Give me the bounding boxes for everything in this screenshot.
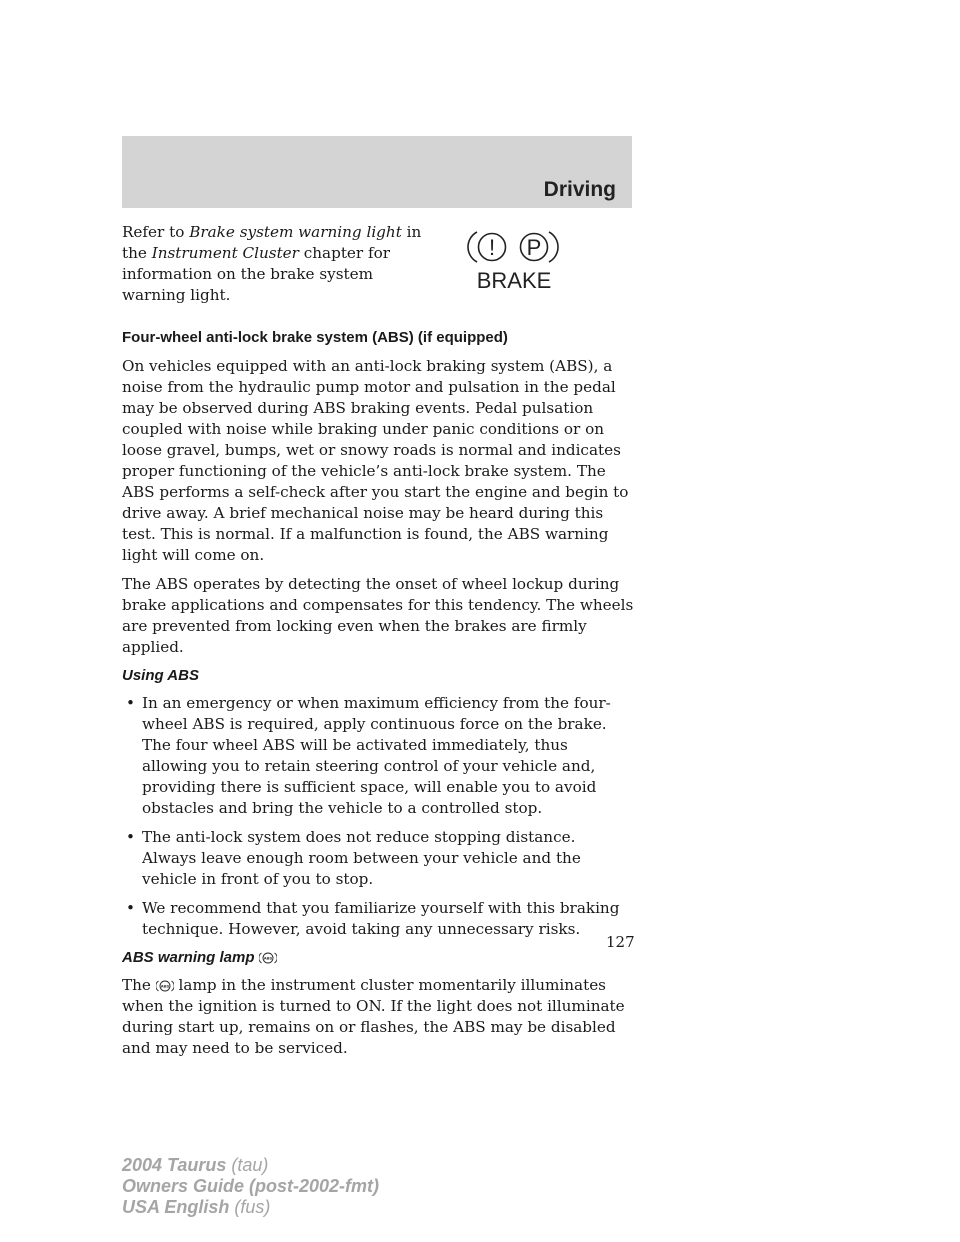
intro-paragraph — [122, 222, 422, 306]
footer-model-code: (tau) — [231, 1155, 269, 1175]
intro-ref-instrument-cluster: Instrument Cluster — [151, 244, 299, 262]
list-item — [122, 827, 634, 890]
intro-middle: in the — [122, 223, 422, 262]
using-abs-list — [122, 693, 634, 940]
list-item-text: The anti-lock system does not reduce stopping distance. Always leave enough room between your vehicle and the vehicle in front of you to stop. — [142, 828, 581, 888]
brake-icon-label: BRAKE — [476, 268, 552, 292]
page-content — [122, 222, 634, 1067]
list-item — [122, 898, 634, 940]
svg-text:ABS: ABS — [263, 955, 272, 961]
abs-section-heading: Four-wheel anti-lock brake system (ABS) (if equipped) — [122, 329, 508, 346]
list-item — [122, 693, 634, 819]
using-abs-heading: Using ABS — [122, 667, 199, 684]
svg-text:ABS: ABS — [160, 983, 169, 989]
brake-icon-park: P — [526, 235, 542, 260]
footer-line-2 — [122, 1176, 379, 1197]
footer-language: USA English — [122, 1197, 230, 1217]
bullet-dot: • — [126, 899, 135, 917]
footer-line-3 — [122, 1197, 379, 1218]
header-band — [122, 136, 632, 208]
abs-lamp-text-before: The — [122, 976, 156, 994]
intro-prefix: Refer to — [122, 223, 190, 241]
abs-lamp-paragraph — [122, 975, 634, 1059]
bullet-dot: • — [126, 694, 135, 712]
intro-suffix: chapter for information on the brake system warning light. — [122, 244, 391, 304]
page-number: 127 — [606, 933, 635, 951]
list-item-text: In an emergency or when maximum efficiency from the four-wheel ABS is required, apply continuous force on the brake. The four wheel ABS will be activated immediately, thus allowing you to retain steering control of your vehicle and, providing there is sufficient space, will enable you to avoid obstacles and bring the vehicle to a controlled stop. — [142, 694, 611, 817]
brake-warning-icon — [466, 226, 562, 292]
abs-lamp-heading-text: ABS warning lamp — [122, 949, 255, 966]
abs-lamp-text-after: lamp in the instrument cluster momentarily illuminates when the ignition is turned to ON. If the light does not illuminate during start up, remains on or flashes, the ABS may be disabled and may need to be serviced. — [122, 976, 625, 1057]
footer-imprint — [122, 1155, 379, 1218]
footer-line-1 — [122, 1155, 379, 1176]
bullet-dot: • — [126, 828, 135, 846]
footer-model: 2004 Taurus — [122, 1155, 227, 1175]
abs-warning-icon — [156, 979, 174, 993]
abs-paragraph-1: On vehicles equipped with an anti-lock braking system (ABS), a noise from the hydraulic pump motor and pulsation in the pedal may be observed during ABS braking events. Pedal pulsation coupled with noise while braking under panic conditions or on loose gravel, bumps, wet or snowy roads is normal and indicates proper functioning of the vehicle’s anti-lock brake system. The ABS performs a self-check after you start the engine and begin to drive away. A brief mechanical noise may be heard during this test. This is normal. If a malfunction is found, the ABS warning light will come on. — [122, 357, 629, 564]
brake-icon-exclaim: ! — [488, 235, 496, 260]
abs-warning-icon — [259, 951, 277, 965]
intro-ref-brake-light: Brake system warning light — [189, 223, 402, 241]
footer-language-code: (fus) — [234, 1197, 271, 1217]
abs-lamp-heading — [122, 948, 634, 968]
abs-paragraph-2: The ABS operates by detecting the onset of wheel lockup during brake applications and compensates for this tendency. The wheels are prevented from locking even when the brakes are firmly applied. — [122, 575, 634, 656]
footer-guide: Owners Guide (post-2002-fmt) — [122, 1176, 380, 1196]
section-title: Driving — [543, 178, 616, 201]
list-item-text: We recommend that you familiarize yourself with this braking technique. However, avoid taking any unnecessary risks. — [142, 899, 620, 938]
